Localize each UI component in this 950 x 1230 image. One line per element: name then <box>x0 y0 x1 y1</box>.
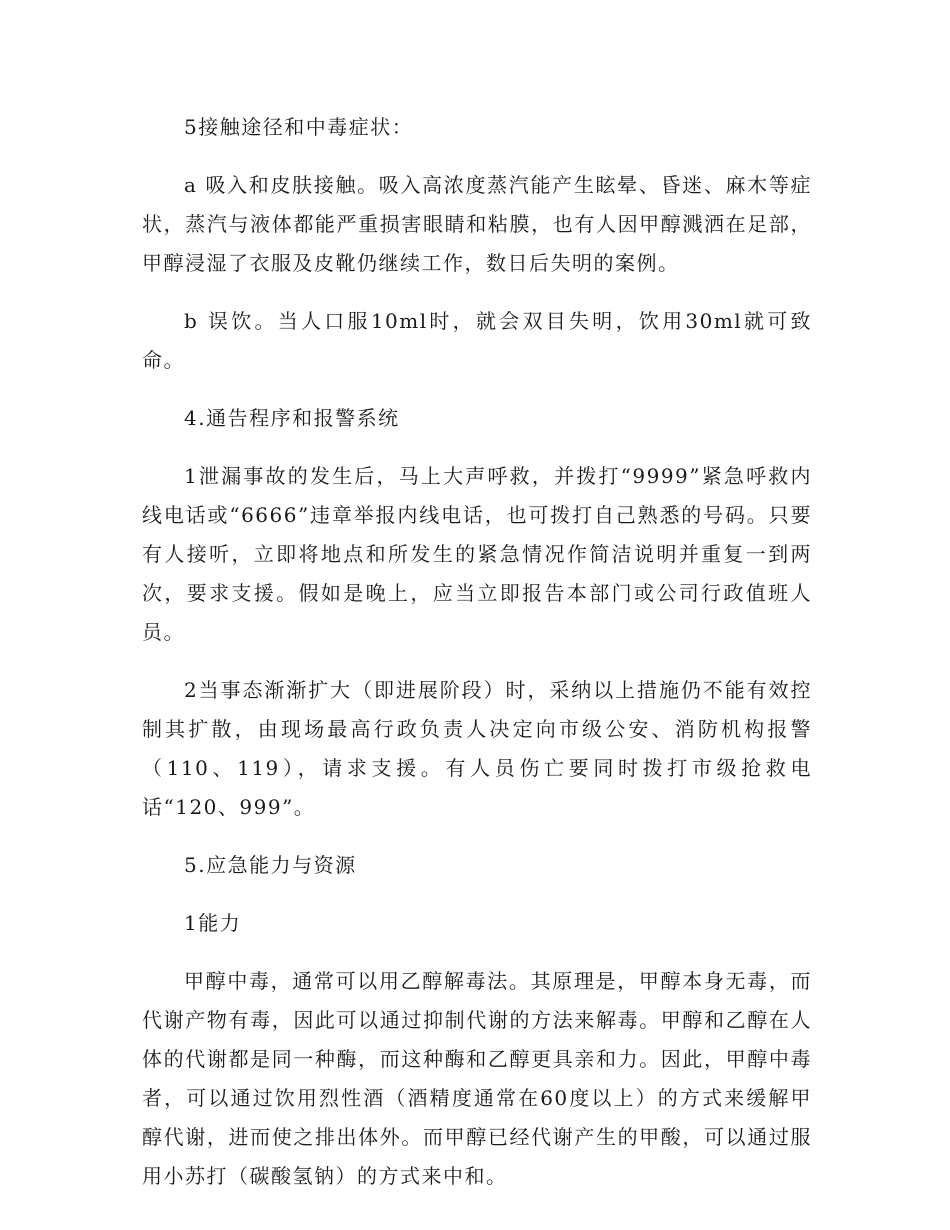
paragraph-leak-response: 1泄漏事故的发生后，马上大声呼救，并拨打“9999”紧急呼救内线电话或“6666”违章举报内线电话，也可拨打自己熟悉的号码。只要有人接听，立即将地点和所发生的紧急情况作简洁说明并重复一到两次，要求支援。假如是晚上，应当立即报告本部门或公司行政值班人员。 <box>142 464 812 644</box>
paragraph-escalation: 2当事态渐渐扩大（即进展阶段）时，采纳以上措施仍不能有效控制其扩散，由现场最高行政负责人决定向市级公安、消防机构报警（110、119），请求支援。有人员伤亡要同时拨打市级抢救电话“120、999”。 <box>142 678 812 819</box>
section-heading-exposure: 5接触途径和中毒症状： <box>184 115 414 139</box>
paragraph-inhalation-skin: a 吸入和皮肤接触。吸入高浓度蒸汽能产生眩晕、昏迷、麻木等症状，蒸汽与液体都能严重损害眼睛和粘膜，也有人因甲醇溅洒在足部，甲醇浸湿了衣服及皮靴仍继续工作，数日后失明的案例。 <box>142 173 812 275</box>
paragraph-antidote: 甲醇中毒，通常可以用乙醇解毒法。其原理是，甲醇本身无毒，而代谢产物有毒，因此可以通过抑制代谢的方法来解毒。甲醇和乙醇在人体的代谢都是同一种酶，而这种酶和乙醇更具亲和力。因此，甲醇中毒者，可以通过饮用烈性酒（酒精度通常在60度以上）的方式来缓解甲醇代谢，进而使之排出体外。而甲醇已经代谢产生的甲酸，可以通过服用小苏打（碳酸氢钠）的方式来中和。 <box>142 969 812 1188</box>
section-heading-capability: 5.应急能力与资源 <box>184 853 357 877</box>
section-heading-notification: 4.通告程序和报警系统 <box>184 406 400 430</box>
paragraph-ingestion: b 误饮。当人口服10ml时，就会双目失明，饮用30ml就可致命。 <box>142 309 812 372</box>
document-body <box>142 108 812 1196</box>
subheading-capability: 1能力 <box>184 911 242 935</box>
